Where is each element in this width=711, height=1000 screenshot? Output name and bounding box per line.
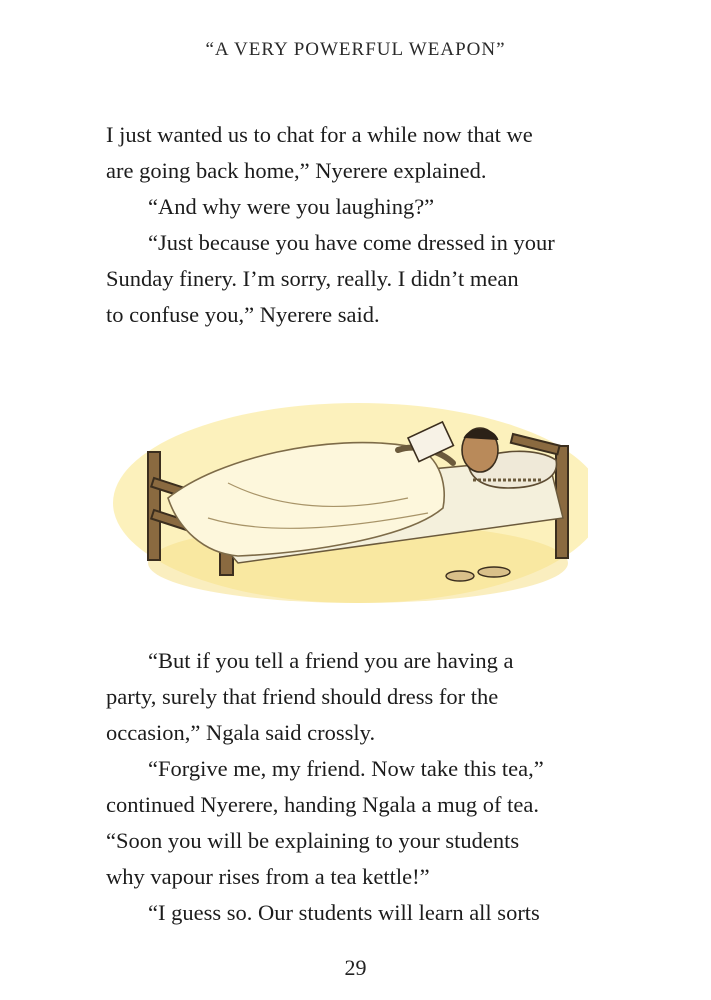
text-block-bottom (106, 643, 646, 931)
text-line: “Forgive me, my friend. Now take this tea,” (148, 756, 544, 781)
man-reading-in-bed-illustration (108, 388, 588, 606)
text-line: “But if you tell a friend you are having a (148, 648, 514, 673)
text-line: “And why were you laughing?” (148, 194, 435, 219)
slipper-right (478, 567, 510, 577)
text-block-top (106, 117, 646, 333)
text-line: occasion,” Ngala said crossly. (106, 720, 376, 745)
text-line: I just wanted us to chat for a while now that we (106, 122, 533, 147)
text-line: to confuse you,” Nyerere said. (106, 302, 380, 327)
text-line: continued Nyerere, handing Ngala a mug of tea. (106, 792, 539, 817)
slipper-left (446, 571, 474, 581)
text-line: “I guess so. Our students will learn all sorts (148, 900, 540, 925)
page-number: 29 (344, 955, 367, 980)
text-line: why vapour rises from a tea kettle!” (106, 864, 430, 889)
text-line: party, surely that friend should dress for the (106, 684, 499, 709)
text-line: “Soon you will be explaining to your students (106, 828, 520, 853)
text-line: “Just because you have come dressed in your (148, 230, 555, 255)
running-head: “A VERY POWERFUL WEAPON” (205, 39, 506, 60)
text-line: Sunday finery. I’m sorry, really. I didn’t mean (106, 266, 519, 291)
text-line: are going back home,” Nyerere explained. (106, 158, 487, 183)
